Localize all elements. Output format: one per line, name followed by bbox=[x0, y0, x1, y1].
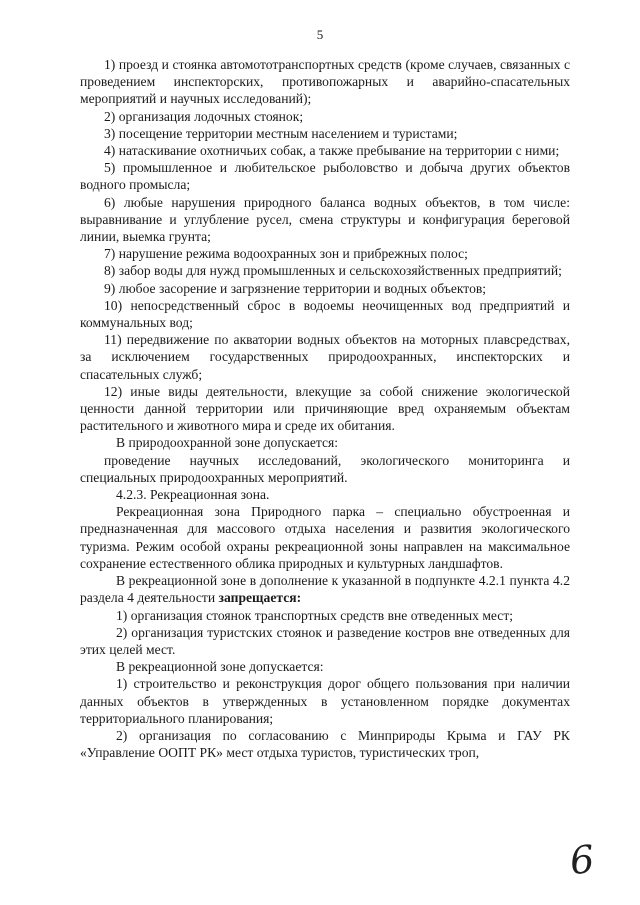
list-item: 11) передвижение по акватории водных объектов на моторных плавсредствах, за исключением государственных природоохранных, инспекторских и спасательных служб; bbox=[80, 332, 570, 382]
paragraph-text: В рекреационной зоне в дополнение к указанной в подпункте 4.2.1 пункта 4.2 раздела 4 деятельности bbox=[80, 573, 570, 606]
list-item: 4) натаскивание охотничьих собак, а также пребывание на территории с ними; bbox=[104, 143, 560, 159]
handwritten-page-mark: 6 bbox=[567, 836, 597, 884]
list-item: 10) непосредственный сброс в водоемы неочищенных вод предприятий и коммунальных вод; bbox=[80, 297, 570, 331]
section-heading: 4.2.3. Рекреационная зона. bbox=[116, 487, 270, 503]
list-item: 1) строительство и реконструкция дорог общего пользования при наличии данных объектов в утвержденных в установленном порядке документах территориального планирования; bbox=[80, 676, 570, 726]
list-item: 3) посещение территории местным населением и туристами; bbox=[104, 125, 458, 141]
paragraph bbox=[80, 572, 570, 606]
list-item: 1) проезд и стоянка автомототранспортных средств (кроме случаев, связанных с проведением инспекторских, противопожарных и аварийно-спасательных мероприятий и научных исследований); bbox=[80, 57, 570, 107]
list-item: 2) организация лодочных стоянок; bbox=[104, 108, 304, 124]
document-body bbox=[80, 56, 570, 761]
paragraph: Рекреационная зона Природного парка – специально обустроенная и предназначенная для массового отдыха населения и развития экологического туризма. Режим особой охраны рекреационной зоны направлен на максимальное сохранение естественного облика природных и культурных ландшафтов. bbox=[80, 504, 570, 571]
list-item: 1) организация стоянок транспортных средств вне отведенных мест; bbox=[116, 607, 514, 623]
list-item: 7) нарушение режима водоохранных зон и прибрежных полос; bbox=[104, 246, 468, 262]
list-item: 9) любое засорение и загрязнение территории и водных объектов; bbox=[104, 280, 487, 296]
list-item: 12) иные виды деятельности, влекущие за собой снижение экологической ценности данной территории или причиняющие вред охраняемым объектам растительного и животного мира и среде их обитания. bbox=[80, 383, 570, 434]
paragraph: В рекреационной зоне допускается: bbox=[116, 659, 324, 675]
list-item: 6) любые нарушения природного баланса водных объектов, в том числе: выравнивание и углубление русел, смена структуры и конфигурация береговой линии, выемка грунта; bbox=[80, 194, 570, 245]
list-item: 8) забор воды для нужд промышленных и сельскохозяйственных предприятий; bbox=[104, 263, 562, 279]
list-item: 2) организация по согласованию с Минприроды Крыма и ГАУ РК «Управление ООПТ РК» мест отдыха туристов, туристических троп, bbox=[80, 727, 570, 761]
paragraph: В природоохранной зоне допускается: bbox=[116, 435, 339, 451]
list-item: 2) организация туристских стоянок и разведение костров вне отведенных для этих целей мест. bbox=[80, 624, 570, 657]
page-number: 5 bbox=[316, 27, 324, 42]
bold-text: запрещается: bbox=[218, 590, 302, 606]
list-item: 5) промышленное и любительское рыболовство и добыча других объектов водного промысла; bbox=[80, 160, 570, 193]
paragraph: проведение научных исследований, экологического мониторинга и специальных природоохранных мероприятий. bbox=[80, 452, 570, 485]
